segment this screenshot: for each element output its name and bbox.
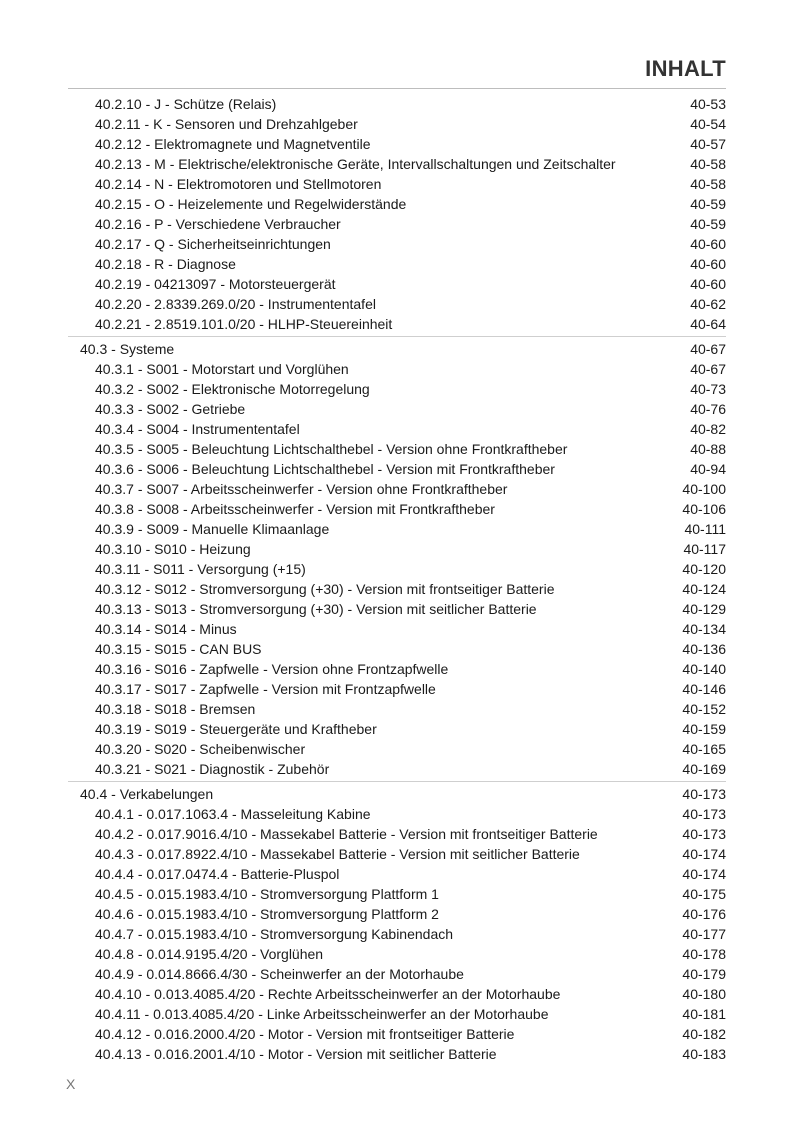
toc-entry-label: 40.2.17 - Q - Sicherheitseinrichtungen bbox=[95, 236, 331, 252]
toc-entry-label: 40.3.16 - S016 - Zapfwelle - Version ohne Frontzapfwelle bbox=[95, 661, 449, 677]
toc-section bbox=[68, 94, 726, 337]
toc-entry[interactable] bbox=[68, 924, 726, 944]
toc-entry[interactable] bbox=[68, 719, 726, 739]
toc-entry-label: 40.3.4 - S004 - Instrumententafel bbox=[95, 421, 300, 437]
toc-entry-page: 40-173 bbox=[682, 806, 726, 822]
toc-entry-label: 40.4.11 - 0.013.4085.4/20 - Linke Arbeitsscheinwerfer an der Motorhaube bbox=[95, 1006, 549, 1022]
toc-entry[interactable] bbox=[68, 439, 726, 459]
toc-entry-page: 40-67 bbox=[690, 361, 726, 377]
toc-entry-page: 40-53 bbox=[690, 96, 726, 112]
toc-entry-page: 40-67 bbox=[690, 341, 726, 357]
toc-entry-label: 40.3.10 - S010 - Heizung bbox=[95, 541, 251, 557]
toc-entry-label: 40.2.10 - J - Schütze (Relais) bbox=[95, 96, 277, 112]
toc-entry-page: 40-82 bbox=[690, 421, 726, 437]
toc-entry[interactable] bbox=[68, 739, 726, 759]
toc-entry-label: 40.3.18 - S018 - Bremsen bbox=[95, 701, 256, 717]
toc-entry-page: 40-134 bbox=[682, 621, 726, 637]
toc-entry-page: 40-176 bbox=[682, 906, 726, 922]
toc-section bbox=[68, 784, 726, 1066]
toc-entry-page: 40-57 bbox=[690, 136, 726, 152]
toc-entry-label: 40.4.4 - 0.017.0474.4 - Batterie-Pluspol bbox=[95, 866, 340, 882]
toc-entry[interactable] bbox=[68, 194, 726, 214]
toc-entry-page: 40-76 bbox=[690, 401, 726, 417]
toc-entry[interactable] bbox=[68, 804, 726, 824]
toc-entry-page: 40-182 bbox=[682, 1026, 726, 1042]
table-of-contents bbox=[68, 94, 726, 1068]
toc-entry-label: 40.2.12 - Elektromagnete und Magnetventile bbox=[95, 136, 371, 152]
toc-entry-page: 40-177 bbox=[682, 926, 726, 942]
toc-entry-label: 40.3.17 - S017 - Zapfwelle - Version mit Frontzapfwelle bbox=[95, 681, 436, 697]
toc-entry-label: 40.3.9 - S009 - Manuelle Klimaanlage bbox=[95, 521, 330, 537]
toc-entry-page: 40-152 bbox=[682, 701, 726, 717]
toc-entry-label: 40.3.11 - S011 - Versorgung (+15) bbox=[95, 561, 306, 577]
toc-entry-page: 40-54 bbox=[690, 116, 726, 132]
toc-entry-page: 40-100 bbox=[682, 481, 726, 497]
toc-entry[interactable] bbox=[68, 619, 726, 639]
toc-entry[interactable] bbox=[68, 659, 726, 679]
toc-entry[interactable] bbox=[68, 134, 726, 154]
toc-entry-label: 40.2.11 - K - Sensoren und Drehzahlgeber bbox=[95, 116, 358, 132]
toc-entry-label: 40.4.6 - 0.015.1983.4/10 - Stromversorgung Plattform 2 bbox=[95, 906, 439, 922]
toc-entry-label: 40.3.5 - S005 - Beleuchtung Lichtschalthebel - Version ohne Frontkraftheber bbox=[95, 441, 568, 457]
toc-entry[interactable] bbox=[68, 944, 726, 964]
toc-entry-page: 40-136 bbox=[682, 641, 726, 657]
toc-entry-page: 40-173 bbox=[682, 826, 726, 842]
toc-entry[interactable] bbox=[68, 559, 726, 579]
toc-entry-label: 40.2.15 - O - Heizelemente und Regelwiderstände bbox=[95, 196, 407, 212]
toc-entry-label: 40.4.2 - 0.017.9016.4/10 - Massekabel Batterie - Version mit frontseitiger Batterie bbox=[95, 826, 598, 842]
toc-entry-label: 40.2.20 - 2.8339.269.0/20 - Instrumententafel bbox=[95, 296, 376, 312]
toc-entry[interactable] bbox=[68, 824, 726, 844]
toc-entry-label: 40.3.20 - S020 - Scheibenwischer bbox=[95, 741, 306, 757]
toc-entry-label: 40.3.8 - S008 - Arbeitsscheinwerfer - Version mit Frontkraftheber bbox=[95, 501, 495, 517]
toc-entry-label: 40.4.10 - 0.013.4085.4/20 - Rechte Arbeitsscheinwerfer an der Motorhaube bbox=[95, 986, 561, 1002]
toc-entry-page: 40-181 bbox=[682, 1006, 726, 1022]
toc-entry[interactable] bbox=[68, 274, 726, 294]
toc-entry-page: 40-169 bbox=[682, 761, 726, 777]
toc-entry-page: 40-165 bbox=[682, 741, 726, 757]
toc-entry[interactable] bbox=[68, 539, 726, 559]
toc-entry-page: 40-174 bbox=[682, 866, 726, 882]
toc-entry-label: 40.2.16 - P - Verschiedene Verbraucher bbox=[95, 216, 341, 232]
toc-entry-label: 40.2.14 - N - Elektromotoren und Stellmotoren bbox=[95, 176, 382, 192]
toc-entry-page: 40-60 bbox=[690, 256, 726, 272]
toc-entry-page: 40-62 bbox=[690, 296, 726, 312]
toc-entry[interactable] bbox=[68, 459, 726, 479]
toc-entry[interactable] bbox=[68, 699, 726, 719]
toc-entry[interactable] bbox=[68, 379, 726, 399]
toc-entry-page: 40-64 bbox=[690, 316, 726, 332]
toc-entry-page: 40-140 bbox=[682, 661, 726, 677]
toc-entry[interactable] bbox=[68, 174, 726, 194]
toc-entry[interactable] bbox=[68, 984, 726, 1004]
toc-entry[interactable] bbox=[68, 1004, 726, 1024]
toc-entry-label: 40.4.3 - 0.017.8922.4/10 - Massekabel Batterie - Version mit seitlicher Batterie bbox=[95, 846, 580, 862]
toc-entry[interactable] bbox=[68, 1044, 726, 1064]
toc-entry-label: 40.2.21 - 2.8519.101.0/20 - HLHP-Steuereinheit bbox=[95, 316, 393, 332]
toc-entry-page: 40-73 bbox=[690, 381, 726, 397]
toc-entry-label: 40.4.13 - 0.016.2001.4/10 - Motor - Version mit seitlicher Batterie bbox=[95, 1046, 497, 1062]
toc-entry-page: 40-111 bbox=[684, 521, 726, 537]
toc-entry-page: 40-60 bbox=[690, 276, 726, 292]
toc-entry-label: 40.3.13 - S013 - Stromversorgung (+30) - Version mit seitlicher Batterie bbox=[95, 601, 537, 617]
toc-entry-page: 40-175 bbox=[682, 886, 726, 902]
toc-entry-label: 40.3.19 - S019 - Steuergeräte und Kraftheber bbox=[95, 721, 377, 737]
toc-entry-page: 40-58 bbox=[690, 156, 726, 172]
toc-entry[interactable] bbox=[68, 114, 726, 134]
toc-entry-label: 40.3.2 - S002 - Elektronische Motorregelung bbox=[95, 381, 370, 397]
toc-entry-label: 40.2.13 - M - Elektrische/elektronische Geräte, Intervallschaltungen und Zeitschalter bbox=[95, 156, 616, 172]
toc-entry[interactable] bbox=[68, 254, 726, 274]
toc-entry[interactable] bbox=[68, 904, 726, 924]
toc-entry[interactable] bbox=[68, 864, 726, 884]
toc-entry[interactable] bbox=[68, 294, 726, 314]
toc-entry[interactable] bbox=[68, 419, 726, 439]
toc-entry[interactable] bbox=[68, 964, 726, 984]
toc-entry-page: 40-183 bbox=[682, 1046, 726, 1062]
toc-entry-label: 40.3 - Systeme bbox=[80, 341, 175, 357]
toc-entry-label: 40.3.1 - S001 - Motorstart und Vorglühen bbox=[95, 361, 349, 377]
toc-entry-page: 40-146 bbox=[682, 681, 726, 697]
toc-entry[interactable] bbox=[68, 499, 726, 519]
toc-entry-label: 40.3.12 - S012 - Stromversorgung (+30) - Version mit frontseitiger Batterie bbox=[95, 581, 555, 597]
toc-entry-label: 40.4.8 - 0.014.9195.4/20 - Vorglühen bbox=[95, 946, 324, 962]
toc-entry-page: 40-94 bbox=[690, 461, 726, 477]
toc-entry-label: 40.4.5 - 0.015.1983.4/10 - Stromversorgung Plattform 1 bbox=[95, 886, 439, 902]
toc-entry[interactable] bbox=[68, 234, 726, 254]
toc-entry[interactable] bbox=[68, 579, 726, 599]
toc-entry-label: 40.4.12 - 0.016.2000.4/20 - Motor - Version mit frontseitiger Batterie bbox=[95, 1026, 515, 1042]
toc-entry[interactable] bbox=[68, 519, 726, 539]
toc-entry-page: 40-117 bbox=[683, 541, 726, 557]
toc-entry-page: 40-58 bbox=[690, 176, 726, 192]
toc-entry[interactable] bbox=[68, 759, 726, 779]
toc-entry[interactable] bbox=[68, 399, 726, 419]
toc-entry-label: 40.4.9 - 0.014.8666.4/30 - Scheinwerfer an der Motorhaube bbox=[95, 966, 464, 982]
toc-entry[interactable] bbox=[68, 94, 726, 114]
toc-entry-label: 40.3.7 - S007 - Arbeitsscheinwerfer - Version ohne Frontkraftheber bbox=[95, 481, 508, 497]
toc-entry[interactable] bbox=[68, 314, 726, 334]
toc-entry-page: 40-180 bbox=[682, 986, 726, 1002]
toc-entry-label: 40.3.3 - S002 - Getriebe bbox=[95, 401, 246, 417]
toc-entry-label: 40.3.14 - S014 - Minus bbox=[95, 621, 237, 637]
toc-entry[interactable] bbox=[68, 639, 726, 659]
toc-entry[interactable] bbox=[68, 1024, 726, 1044]
toc-entry-label: 40.2.19 - 04213097 - Motorsteuergerät bbox=[95, 276, 336, 292]
toc-entry-page: 40-59 bbox=[690, 216, 726, 232]
toc-entry-page: 40-120 bbox=[682, 561, 726, 577]
toc-entry[interactable] bbox=[68, 679, 726, 699]
toc-entry[interactable] bbox=[68, 214, 726, 234]
page-number: X bbox=[66, 1076, 76, 1092]
page-title: INHALT bbox=[645, 56, 726, 81]
toc-entry-label: 40.3.15 - S015 - CAN BUS bbox=[95, 641, 262, 657]
toc-entry-page: 40-174 bbox=[682, 846, 726, 862]
toc-entry-label: 40.2.18 - R - Diagnose bbox=[95, 256, 236, 272]
toc-entry-page: 40-88 bbox=[690, 441, 726, 457]
toc-entry[interactable] bbox=[68, 599, 726, 619]
toc-entry[interactable] bbox=[68, 359, 726, 379]
toc-entry-page: 40-59 bbox=[690, 196, 726, 212]
toc-entry-page: 40-106 bbox=[682, 501, 726, 517]
toc-entry-page: 40-173 bbox=[682, 786, 726, 802]
toc-entry[interactable] bbox=[68, 479, 726, 499]
toc-entry-label: 40.4.1 - 0.017.1063.4 - Masseleitung Kabine bbox=[95, 806, 371, 822]
toc-entry-page: 40-60 bbox=[690, 236, 726, 252]
toc-entry[interactable] bbox=[68, 884, 726, 904]
toc-section-heading[interactable] bbox=[68, 339, 726, 359]
toc-entry-page: 40-129 bbox=[682, 601, 726, 617]
toc-entry-label: 40.3.21 - S021 - Diagnostik - Zubehör bbox=[95, 761, 330, 777]
toc-section bbox=[68, 339, 726, 782]
toc-entry-page: 40-178 bbox=[682, 946, 726, 962]
toc-entry-label: 40.4 - Verkabelungen bbox=[80, 786, 214, 802]
toc-entry[interactable] bbox=[68, 844, 726, 864]
toc-section-heading[interactable] bbox=[68, 784, 726, 804]
toc-entry-page: 40-124 bbox=[682, 581, 726, 597]
toc-entry-page: 40-179 bbox=[682, 966, 726, 982]
toc-entry-label: 40.3.6 - S006 - Beleuchtung Lichtschalthebel - Version mit Frontkraftheber bbox=[95, 461, 555, 477]
toc-entry[interactable] bbox=[68, 154, 726, 174]
page-header bbox=[68, 50, 726, 89]
toc-entry-label: 40.4.7 - 0.015.1983.4/10 - Stromversorgung Kabinendach bbox=[95, 926, 454, 942]
toc-entry-page: 40-159 bbox=[682, 721, 726, 737]
